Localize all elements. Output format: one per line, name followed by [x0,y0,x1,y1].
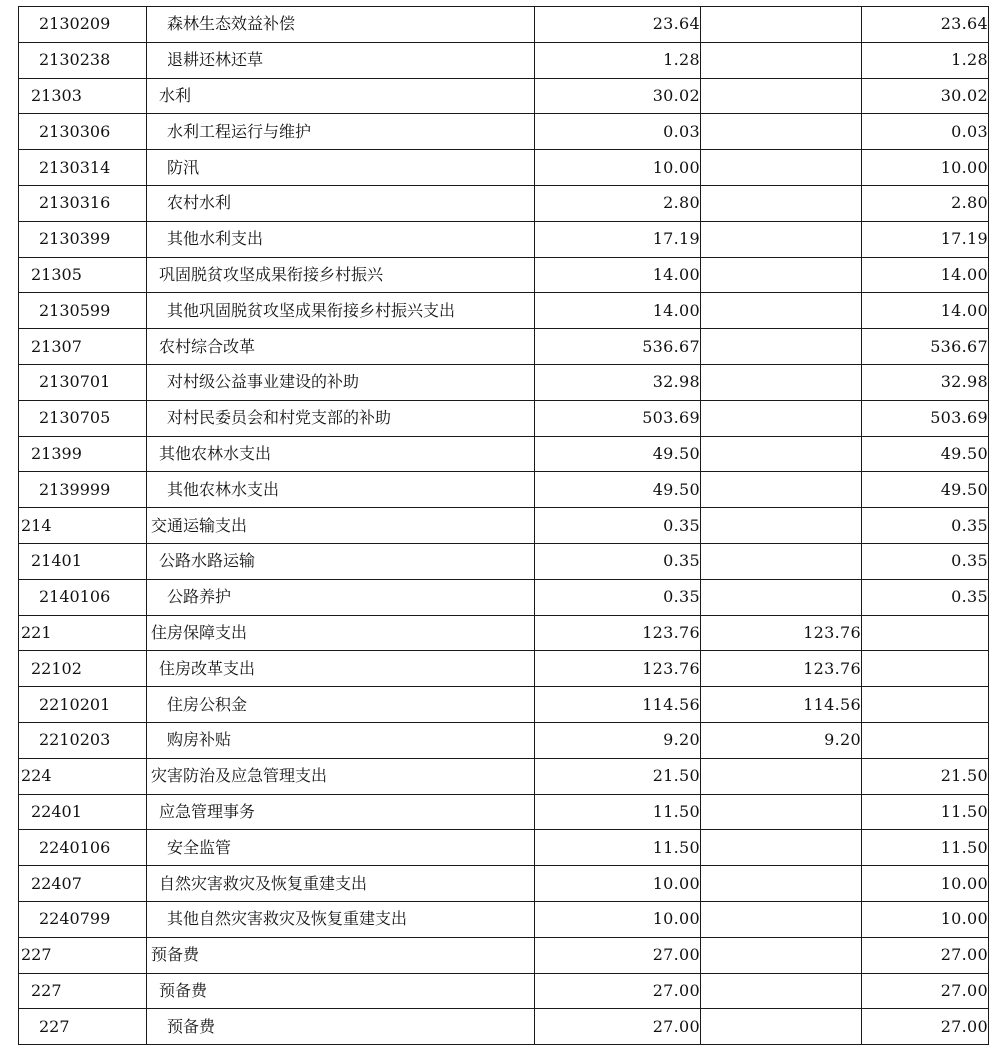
table-row [19,364,989,400]
basic-expenditure-cell [701,866,862,902]
basic-expenditure-cell [701,42,862,78]
basic-expenditure-cell [701,257,862,293]
subject-code-cell: 2130306 [19,114,147,150]
subject-name-cell: 防汛 [147,150,535,186]
subject-code-cell: 224 [19,758,147,794]
total-amount-cell: 10.00 [535,901,701,937]
total-amount-cell: 30.02 [535,78,701,114]
total-amount-cell: 0.35 [535,579,701,615]
total-amount-cell: 27.00 [535,1009,701,1045]
subject-code-cell: 2240106 [19,830,147,866]
subject-name-cell: 预备费 [147,1009,535,1045]
table-row [19,543,989,579]
subject-name-cell: 水利工程运行与维护 [147,114,535,150]
total-amount-cell: 1.28 [535,42,701,78]
table-row [19,687,989,723]
subject-name-cell: 森林生态效益补偿 [147,7,535,43]
total-amount-cell: 9.20 [535,722,701,758]
project-expenditure-cell: 11.50 [862,830,989,866]
table-row [19,257,989,293]
table-row [19,472,989,508]
project-expenditure-cell: 1.28 [862,42,989,78]
project-expenditure-cell: 23.64 [862,7,989,43]
basic-expenditure-cell [701,436,862,472]
project-expenditure-cell: 0.35 [862,508,989,544]
subject-name-cell: 购房补贴 [147,722,535,758]
subject-code-cell: 2240799 [19,901,147,937]
project-expenditure-cell: 11.50 [862,794,989,830]
total-amount-cell: 27.00 [535,937,701,973]
total-amount-cell: 10.00 [535,866,701,902]
basic-expenditure-cell [701,329,862,365]
total-amount-cell: 49.50 [535,472,701,508]
subject-code-cell: 2130599 [19,293,147,329]
subject-name-cell: 预备费 [147,973,535,1009]
basic-expenditure-cell [701,221,862,257]
subject-name-cell: 灾害防治及应急管理支出 [147,758,535,794]
basic-expenditure-cell [701,973,862,1009]
total-amount-cell: 21.50 [535,758,701,794]
subject-code-cell: 2130209 [19,7,147,43]
project-expenditure-cell: 536.67 [862,329,989,365]
project-expenditure-cell: 10.00 [862,150,989,186]
total-amount-cell: 114.56 [535,687,701,723]
subject-name-cell: 其他巩固脱贫攻坚成果衔接乡村振兴支出 [147,293,535,329]
basic-expenditure-cell [701,364,862,400]
table-row [19,436,989,472]
total-amount-cell: 0.35 [535,543,701,579]
project-expenditure-cell: 10.00 [862,866,989,902]
basic-expenditure-cell [701,937,862,973]
project-expenditure-cell [862,722,989,758]
project-expenditure-cell: 27.00 [862,1009,989,1045]
subject-code-cell: 22401 [19,794,147,830]
project-expenditure-cell [862,687,989,723]
basic-expenditure-cell [701,150,862,186]
project-expenditure-cell: 30.02 [862,78,989,114]
total-amount-cell: 32.98 [535,364,701,400]
project-expenditure-cell [862,651,989,687]
table-row [19,293,989,329]
table-row [19,150,989,186]
subject-name-cell: 对村民委员会和村党支部的补助 [147,400,535,436]
budget-expenditure-table [18,6,989,1045]
subject-name-cell: 公路水路运输 [147,543,535,579]
basic-expenditure-cell: 123.76 [701,651,862,687]
table-row [19,78,989,114]
project-expenditure-cell: 503.69 [862,400,989,436]
table-row [19,973,989,1009]
subject-name-cell: 农村综合改革 [147,329,535,365]
total-amount-cell: 49.50 [535,436,701,472]
table-row [19,794,989,830]
basic-expenditure-cell [701,293,862,329]
subject-code-cell: 2130705 [19,400,147,436]
basic-expenditure-cell: 9.20 [701,722,862,758]
project-expenditure-cell: 14.00 [862,257,989,293]
basic-expenditure-cell [701,579,862,615]
subject-code-cell: 221 [19,615,147,651]
total-amount-cell: 11.50 [535,794,701,830]
total-amount-cell: 0.35 [535,508,701,544]
project-expenditure-cell: 10.00 [862,901,989,937]
project-expenditure-cell: 2.80 [862,185,989,221]
subject-code-cell: 2140106 [19,579,147,615]
table-row [19,830,989,866]
total-amount-cell: 11.50 [535,830,701,866]
project-expenditure-cell: 49.50 [862,472,989,508]
basic-expenditure-cell [701,830,862,866]
subject-code-cell: 21303 [19,78,147,114]
table-row [19,185,989,221]
basic-expenditure-cell [701,543,862,579]
project-expenditure-cell: 49.50 [862,436,989,472]
subject-code-cell: 21401 [19,543,147,579]
subject-name-cell: 自然灾害救灾及恢复重建支出 [147,866,535,902]
table-row [19,7,989,43]
table-row [19,579,989,615]
project-expenditure-cell: 27.00 [862,937,989,973]
table-row [19,651,989,687]
subject-code-cell: 2210201 [19,687,147,723]
subject-name-cell: 安全监管 [147,830,535,866]
subject-code-cell: 214 [19,508,147,544]
basic-expenditure-cell [701,758,862,794]
basic-expenditure-cell [701,794,862,830]
basic-expenditure-cell [701,508,862,544]
subject-name-cell: 预备费 [147,937,535,973]
subject-name-cell: 退耕还林还草 [147,42,535,78]
table-row [19,722,989,758]
subject-code-cell: 2130399 [19,221,147,257]
total-amount-cell: 23.64 [535,7,701,43]
total-amount-cell: 27.00 [535,973,701,1009]
table-row [19,615,989,651]
subject-name-cell: 住房公积金 [147,687,535,723]
subject-code-cell: 21307 [19,329,147,365]
total-amount-cell: 503.69 [535,400,701,436]
table-row [19,329,989,365]
total-amount-cell: 2.80 [535,185,701,221]
subject-code-cell: 227 [19,1009,147,1045]
basic-expenditure-cell [701,472,862,508]
subject-code-cell: 21305 [19,257,147,293]
basic-expenditure-cell: 123.76 [701,615,862,651]
table-row [19,114,989,150]
table-row [19,901,989,937]
total-amount-cell: 14.00 [535,257,701,293]
table-row [19,937,989,973]
subject-code-cell: 2139999 [19,472,147,508]
project-expenditure-cell: 21.50 [862,758,989,794]
basic-expenditure-cell [701,78,862,114]
subject-code-cell: 2210203 [19,722,147,758]
total-amount-cell: 123.76 [535,651,701,687]
project-expenditure-cell: 0.03 [862,114,989,150]
subject-code-cell: 227 [19,937,147,973]
project-expenditure-cell: 32.98 [862,364,989,400]
subject-name-cell: 对村级公益事业建设的补助 [147,364,535,400]
project-expenditure-cell: 0.35 [862,543,989,579]
total-amount-cell: 536.67 [535,329,701,365]
project-expenditure-cell: 27.00 [862,973,989,1009]
basic-expenditure-cell [701,400,862,436]
subject-code-cell: 2130238 [19,42,147,78]
subject-name-cell: 巩固脱贫攻坚成果衔接乡村振兴 [147,257,535,293]
total-amount-cell: 0.03 [535,114,701,150]
table-row [19,758,989,794]
table-body [19,7,989,1045]
subject-code-cell: 2130701 [19,364,147,400]
subject-name-cell: 交通运输支出 [147,508,535,544]
table-row [19,42,989,78]
project-expenditure-cell: 17.19 [862,221,989,257]
total-amount-cell: 14.00 [535,293,701,329]
total-amount-cell: 123.76 [535,615,701,651]
table-row [19,508,989,544]
subject-code-cell: 22407 [19,866,147,902]
project-expenditure-cell [862,615,989,651]
subject-name-cell: 住房保障支出 [147,615,535,651]
table-row [19,866,989,902]
subject-code-cell: 21399 [19,436,147,472]
subject-code-cell: 227 [19,973,147,1009]
subject-name-cell: 其他农林水支出 [147,472,535,508]
subject-name-cell: 其他水利支出 [147,221,535,257]
basic-expenditure-cell [701,1009,862,1045]
basic-expenditure-cell [701,901,862,937]
total-amount-cell: 10.00 [535,150,701,186]
table-row [19,221,989,257]
table-row [19,400,989,436]
subject-name-cell: 水利 [147,78,535,114]
subject-code-cell: 2130316 [19,185,147,221]
subject-name-cell: 农村水利 [147,185,535,221]
basic-expenditure-cell [701,185,862,221]
project-expenditure-cell: 14.00 [862,293,989,329]
project-expenditure-cell: 0.35 [862,579,989,615]
subject-name-cell: 其他农林水支出 [147,436,535,472]
table-row [19,1009,989,1045]
basic-expenditure-cell [701,114,862,150]
subject-name-cell: 公路养护 [147,579,535,615]
subject-code-cell: 22102 [19,651,147,687]
subject-name-cell: 应急管理事务 [147,794,535,830]
subject-code-cell: 2130314 [19,150,147,186]
basic-expenditure-cell: 114.56 [701,687,862,723]
subject-name-cell: 其他自然灾害救灾及恢复重建支出 [147,901,535,937]
basic-expenditure-cell [701,7,862,43]
total-amount-cell: 17.19 [535,221,701,257]
subject-name-cell: 住房改革支出 [147,651,535,687]
